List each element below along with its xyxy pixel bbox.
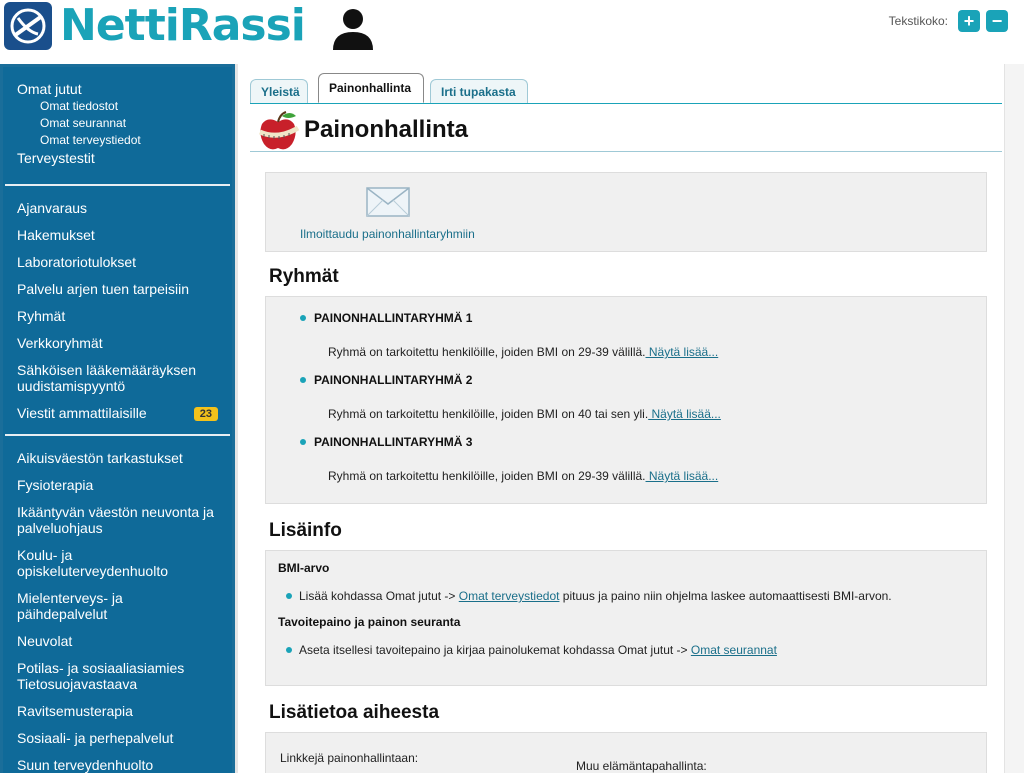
sidebar bbox=[0, 64, 238, 773]
text-size-decrease-button[interactable]: − bbox=[986, 10, 1008, 32]
group-item bbox=[266, 431, 986, 493]
signup-panel bbox=[265, 172, 987, 252]
bullet-icon bbox=[300, 315, 306, 321]
bmi-info-text bbox=[299, 589, 892, 603]
group-description bbox=[328, 407, 721, 421]
sidebar-item-aikuisvaesto[interactable]: Aikuisväestön tarkastukset bbox=[17, 450, 183, 466]
tab-bar bbox=[250, 70, 1002, 104]
logo-text: NettiRassi bbox=[60, 0, 305, 51]
group-description-text: Ryhmä on tarkoitettu henkilöille, joiden BMI on 29-39 välillä. bbox=[328, 345, 646, 359]
sidebar-item-palvelu-arjen[interactable]: Palvelu arjen tuen tarpeisiin bbox=[17, 281, 189, 297]
bullet-icon bbox=[286, 593, 292, 599]
sidebar-item-ravitsemusterapia[interactable]: Ravitsemusterapia bbox=[17, 703, 133, 719]
omat-terveystiedot-link[interactable]: Omat terveystiedot bbox=[458, 589, 560, 603]
show-more-link[interactable]: Näytä lisää... bbox=[645, 469, 719, 483]
bullet-icon bbox=[300, 377, 306, 383]
group-title: PAINONHALLINTARYHMÄ 3 bbox=[314, 435, 473, 449]
unread-count-badge: 23 bbox=[194, 407, 218, 421]
show-more-link[interactable]: Näytä lisää... bbox=[648, 407, 721, 421]
target-weight-info-text bbox=[299, 643, 777, 657]
target-weight-subheading: Tavoitepaino ja painon seuranta bbox=[278, 615, 461, 629]
sidebar-item-viestit-row[interactable] bbox=[3, 401, 232, 428]
tab-yleista[interactable]: Yleistä bbox=[250, 79, 308, 103]
sidebar-item-laakemaarays[interactable]: Sähköisen lääkemääräyksen uudistamispyyntö bbox=[17, 362, 196, 394]
sidebar-subitem-omat-tiedostot[interactable]: Omat tiedostot bbox=[40, 99, 119, 113]
target-weight-info-row bbox=[266, 627, 986, 669]
sidebar-item-terveystestit[interactable]: Terveystestit bbox=[17, 150, 95, 166]
group-description bbox=[328, 469, 718, 483]
groups-heading: Ryhmät bbox=[269, 266, 339, 287]
sidebar-section-omat bbox=[3, 67, 232, 178]
bmi-text-before: Lisää kohdassa Omat jutut -> bbox=[299, 589, 459, 603]
sidebar-item-hakemukset[interactable]: Hakemukset bbox=[17, 227, 95, 243]
group-title: PAINONHALLINTARYHMÄ 1 bbox=[314, 311, 473, 325]
lifestyle-links-label: Muu elämäntapahallinta: bbox=[576, 759, 707, 773]
group-item bbox=[266, 307, 986, 369]
header bbox=[0, 0, 1024, 56]
groups-panel bbox=[265, 296, 987, 504]
show-more-link[interactable]: Näytä lisää... bbox=[645, 345, 719, 359]
page-heading bbox=[250, 110, 1002, 152]
group-description bbox=[328, 345, 718, 359]
sidebar-item-sosiaalipalvelut[interactable]: Sosiaali- ja perhepalvelut bbox=[17, 730, 174, 746]
tab-irti-tupakasta[interactable]: Irti tupakasta bbox=[430, 79, 528, 103]
group-item bbox=[266, 369, 986, 431]
group-description-text: Ryhmä on tarkoitettu henkilöille, joiden BMI on 40 tai sen yli. bbox=[328, 407, 649, 421]
info-panel bbox=[265, 550, 987, 686]
sidebar-item-ryhmat[interactable]: Ryhmät bbox=[17, 308, 66, 324]
envelope-icon[interactable] bbox=[366, 187, 410, 217]
bmi-text-after: pituus ja paino niin ohjelma laskee automaattisesti BMI-arvon. bbox=[559, 589, 892, 603]
user-avatar-icon[interactable] bbox=[330, 4, 376, 50]
sidebar-item-laboratoriotulokset[interactable]: Laboratoriotulokset bbox=[17, 254, 137, 270]
sidebar-item-viestit[interactable]: Viestit ammattilaisille bbox=[17, 405, 147, 421]
bullet-icon bbox=[286, 647, 292, 653]
sidebar-section-services bbox=[3, 192, 232, 428]
sidebar-item-suun-terveydenhuolto[interactable]: Suun terveydenhuolto bbox=[17, 757, 154, 773]
bullet-icon bbox=[300, 439, 306, 445]
sidebar-item-verkkoryhmat[interactable]: Verkkoryhmät bbox=[17, 335, 103, 351]
signup-link[interactable]: Ilmoittaudu painonhallintaryhmiin bbox=[300, 227, 475, 241]
sidebar-item-neuvolat[interactable]: Neuvolat bbox=[17, 633, 73, 649]
bmi-subheading: BMI-arvo bbox=[278, 561, 330, 575]
text-size-increase-button[interactable]: + bbox=[958, 10, 980, 32]
group-description-text: Ryhmä on tarkoitettu henkilöille, joiden BMI on 29-39 välillä. bbox=[328, 469, 646, 483]
sidebar-item-ikaantyva-vaesto[interactable]: Ikääntyvän väestön neuvonta ja palveluohjaus bbox=[17, 504, 214, 536]
weight-links-label: Linkkejä painonhallintaan: bbox=[280, 751, 419, 765]
omat-seurannat-link[interactable]: Omat seurannat bbox=[690, 643, 777, 657]
page-title: Painonhallinta bbox=[304, 116, 469, 143]
sidebar-subitem-omat-terveystiedot[interactable]: Omat terveystiedot bbox=[40, 133, 141, 147]
sidebar-divider bbox=[5, 434, 230, 436]
sidebar-item-potilasasiamies[interactable]: Potilas- ja sosiaaliasiamies Tietosuojavastaava bbox=[17, 660, 185, 692]
main-content bbox=[250, 70, 1002, 773]
sidebar-subitem-omat-seurannat[interactable]: Omat seurannat bbox=[40, 116, 127, 130]
bmi-info-row bbox=[266, 573, 986, 615]
target-text-before: Aseta itsellesi tavoitepaino ja kirjaa painolukemat kohdassa Omat jutut -> bbox=[299, 643, 691, 657]
sidebar-item-mielenterveys[interactable]: Mielenterveys- ja päihdepalvelut bbox=[17, 590, 123, 622]
more-info-heading: Lisätietoa aiheesta bbox=[269, 702, 440, 723]
tab-painonhallinta[interactable]: Painonhallinta bbox=[318, 73, 424, 103]
group-title: PAINONHALLINTARYHMÄ 2 bbox=[314, 373, 473, 387]
apple-measuring-tape-icon bbox=[256, 110, 300, 154]
sidebar-item-ajanvaraus[interactable]: Ajanvaraus bbox=[17, 200, 88, 216]
text-size-label: Tekstikoko: bbox=[888, 14, 948, 28]
logo[interactable] bbox=[4, 2, 305, 50]
sidebar-nav bbox=[3, 67, 232, 773]
sidebar-section-units bbox=[3, 442, 232, 773]
sidebar-item-kouluterveys[interactable]: Koulu- ja opiskeluterveydenhuolto bbox=[17, 547, 168, 579]
info-heading: Lisäinfo bbox=[269, 520, 342, 541]
more-info-panel bbox=[265, 732, 987, 773]
logo-mark-icon bbox=[4, 2, 52, 50]
sidebar-item-omat-jutut[interactable]: Omat jutut bbox=[17, 81, 82, 97]
page-edge bbox=[1004, 64, 1024, 773]
sidebar-item-fysioterapia[interactable]: Fysioterapia bbox=[17, 477, 94, 493]
text-size-controls bbox=[889, 10, 1008, 32]
sidebar-divider bbox=[5, 184, 230, 186]
